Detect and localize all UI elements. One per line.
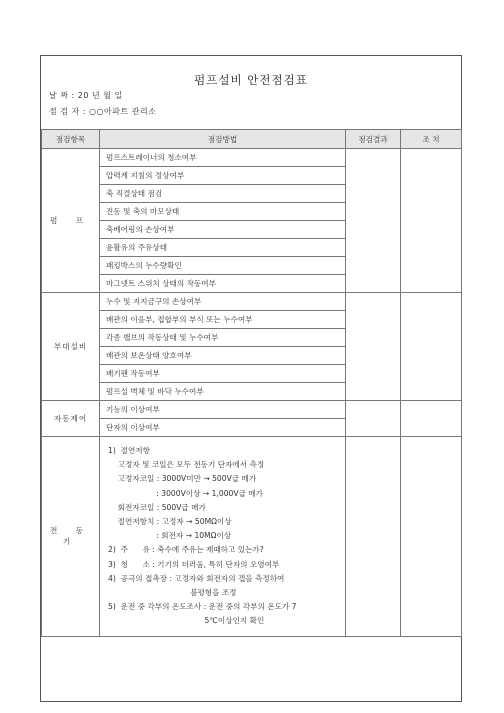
check-item: 압력계 지침의 정상여부 — [100, 167, 346, 185]
table-row — [42, 401, 462, 419]
header-method: 점검방법 — [100, 130, 346, 149]
category-auxiliary: 부대설비 — [42, 293, 100, 401]
note-line: : 3000V이상 → 1,000V급 메가 — [108, 488, 263, 498]
note-line: 불평형을 조정 — [108, 588, 237, 598]
check-item: 펌프스트레이너의 청소여부 — [100, 149, 346, 167]
table-row — [42, 293, 462, 311]
note-line: 고정자코일 : 3000V미만 → 500V급 메가 — [108, 474, 257, 484]
category-motor: 전 동 기 — [42, 437, 100, 637]
inspection-sheet — [40, 55, 462, 702]
note-line: : 회전자 → 10MΩ이상 — [108, 531, 232, 541]
check-item: 마그넷트 스위치 상태의 작동여부 — [100, 275, 346, 293]
result-cell[interactable] — [346, 401, 401, 437]
header-action: 조 치 — [401, 130, 462, 149]
action-cell[interactable] — [401, 437, 462, 637]
note-line: 2) 주 유 : 축수에 주유는 제때하고 있는가? — [108, 545, 264, 555]
note-line: 절연저항치 : 고정자 → 50MΩ이상 — [108, 517, 232, 527]
note-line: 5) 운전 중 각부의 온도조사 : 운전 중의 각부의 온도가 7 — [108, 602, 297, 612]
check-item: 기능의 이상여부 — [100, 401, 346, 419]
check-item: 윤활유의 주유상태 — [100, 239, 346, 257]
motor-notes — [100, 437, 346, 637]
check-item: 각종 밸브의 작동상태 및 누수여부 — [100, 329, 346, 347]
header-category: 점검항목 — [42, 130, 100, 149]
result-cell[interactable] — [346, 437, 401, 637]
date-line: 날 짜 : 20 년 월 일 — [49, 91, 123, 100]
header-row — [42, 130, 462, 149]
check-item: 배관의 이음부, 접합부의 부식 또는 누수여부 — [100, 311, 346, 329]
checklist-table — [41, 129, 462, 637]
header-result: 점검결과 — [346, 130, 401, 149]
check-item: 축 직결상태 점검 — [100, 185, 346, 203]
action-cell[interactable] — [401, 149, 462, 293]
note-line: 회전자코일 : 500V급 메가 — [108, 502, 206, 512]
action-cell[interactable] — [401, 401, 462, 437]
category-auto-control: 자동제어 — [42, 401, 100, 437]
note-line: 1) 절연저항 — [108, 446, 150, 455]
check-item: 패킹박스의 누수량확인 — [100, 257, 346, 275]
document-title: 펌프설비 안전점검표 — [194, 73, 308, 87]
check-item: 배기팬 작동여부 — [100, 365, 346, 383]
category-pump: 펌 프 — [42, 149, 100, 293]
inspector-line: 점 검 자 : ○○아파트 관리소 — [49, 107, 157, 116]
note-line: 5℃이상인지 확인 — [108, 616, 265, 626]
check-item: 진동 및 축의 마모상태 — [100, 203, 346, 221]
note-line: 4) 공극의 접촉장 : 고정자와 회전자의 갭을 측정하여 — [108, 573, 285, 583]
note-line: 고정자 및 코일은 모두 전동기 단자에서 측정 — [108, 460, 265, 470]
check-item: 누수 및 지지금구의 손상여부 — [100, 293, 346, 311]
note-line: 3) 청 소 : 기기의 더러움, 특히 단자의 오염여부 — [108, 559, 280, 569]
action-cell[interactable] — [401, 293, 462, 401]
result-cell[interactable] — [346, 293, 401, 401]
check-item: 축베어링의 손상여부 — [100, 221, 346, 239]
result-cell[interactable] — [346, 149, 401, 293]
table-row — [42, 149, 462, 167]
check-item: 단자의 이상여부 — [100, 419, 346, 437]
check-item: 배관의 보온상태 양호여부 — [100, 347, 346, 365]
check-item: 펌프실 벽체 및 바닥 누수여부 — [100, 383, 346, 401]
table-row — [42, 437, 462, 637]
